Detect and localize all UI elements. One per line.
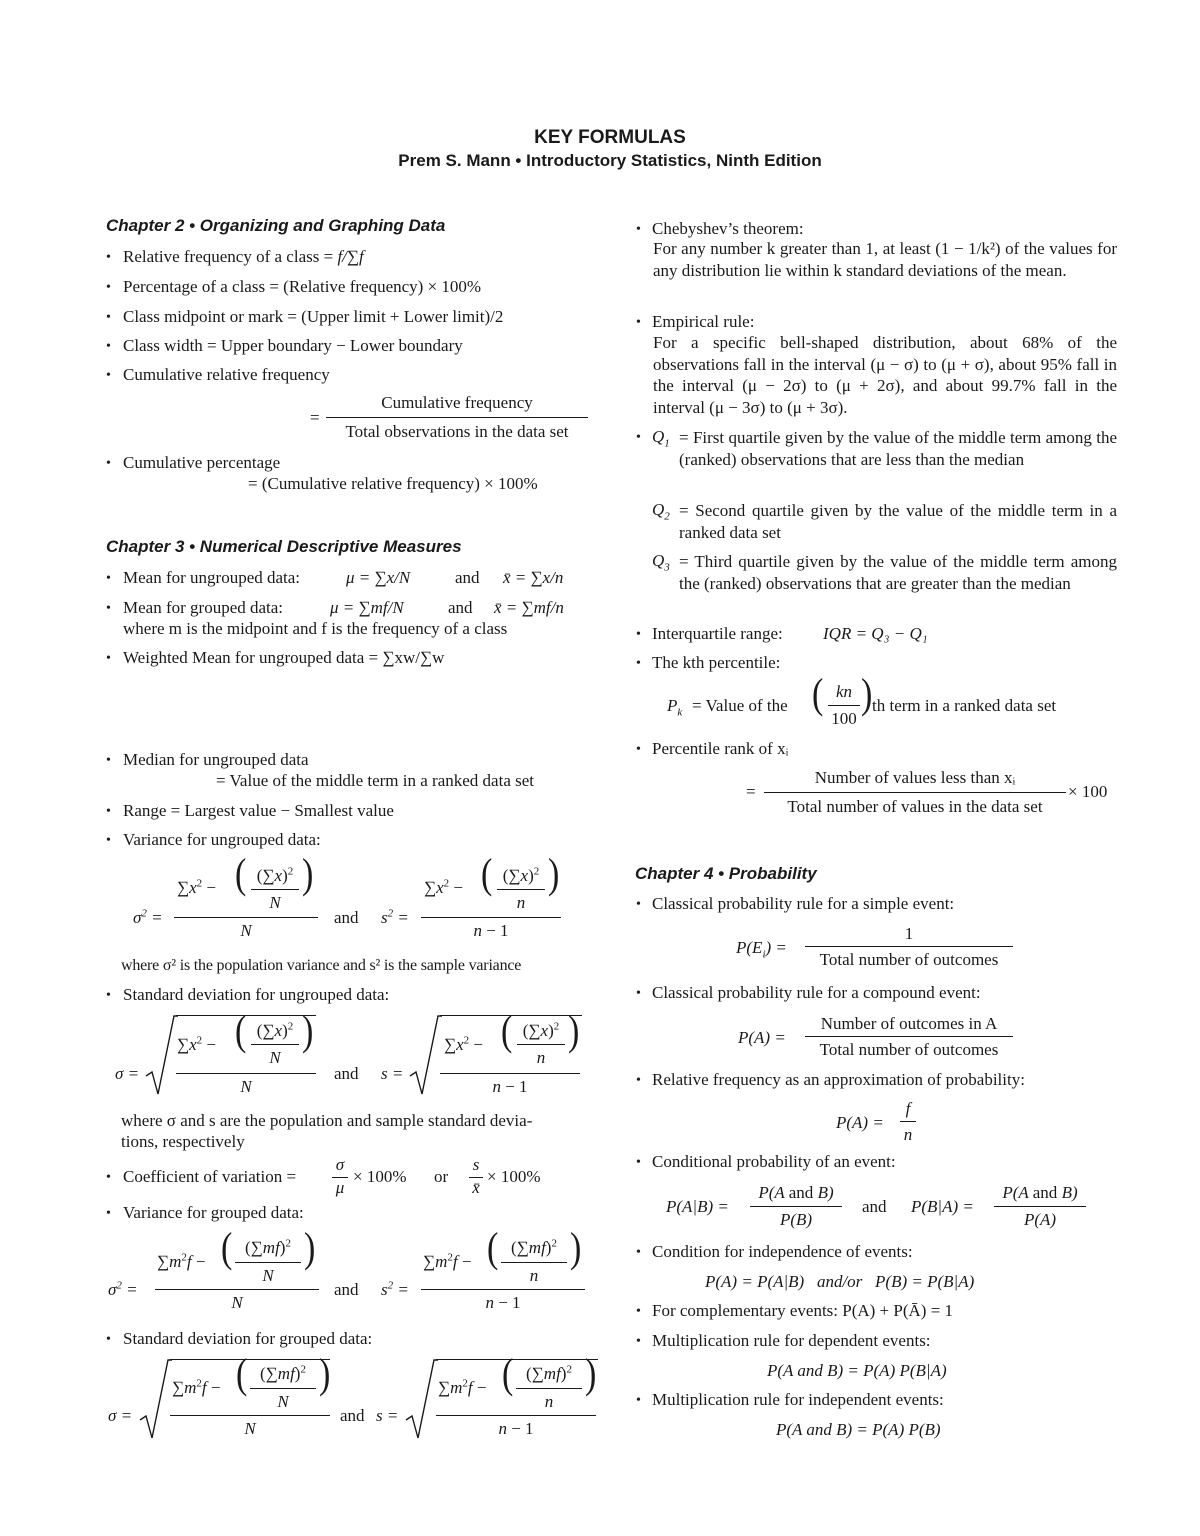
bullet: •: [106, 833, 111, 848]
total-outcomes-denominator: Total number of outcomes: [819, 950, 999, 969]
class-width-formula: Class width = Upper boundary − Lower boundary: [123, 336, 463, 355]
right-paren: ): [304, 1225, 316, 1272]
bullet: •: [636, 1393, 641, 1408]
and-text: and: [448, 598, 473, 617]
q2-definition: = Second quartile given by the value of the middle term in a ranked data set: [679, 501, 1117, 542]
bullet: •: [636, 742, 641, 757]
percentage-class-formula: Percentage of a class = (Relative frequency) × 100%: [123, 277, 482, 296]
fraction-bar: [497, 889, 545, 890]
sum-m-squared-f: $\sum m^2f$ −: [172, 1377, 221, 1397]
class-midpoint-formula: Class midpoint or mark = (Upper limit + Lower limit)/2: [123, 307, 504, 326]
one-numerator: 1: [904, 924, 914, 943]
fraction-bar: [174, 917, 318, 918]
s-squared-symbol: $s^2$ =: [381, 907, 409, 927]
sum-m-squared-f: $\sum m^2f$ −: [157, 1251, 206, 1271]
bullet: •: [106, 250, 111, 265]
equals-sign: =: [746, 782, 756, 801]
square-root-icon: [144, 1014, 178, 1096]
fraction-bar: [170, 1415, 330, 1416]
median-label: Median for ungrouped data: [123, 750, 309, 769]
sample-mean-formula: x̄ = ∑x/n: [503, 568, 564, 587]
sum-x-squared: $\sum x^2$ −: [177, 877, 217, 897]
pk-symbol: $P_k$: [667, 696, 683, 719]
cumulative-percentage-formula: = (Cumulative relative frequency) × 100%: [248, 474, 538, 493]
population-mean-formula: μ = ∑x/N: [346, 568, 411, 587]
right-paren: ): [568, 1008, 580, 1055]
fraction-bar: [994, 1206, 1086, 1207]
sum-m-squared-f: $\sum m^2f$ −: [423, 1251, 472, 1271]
cv-mu: μ: [335, 1178, 345, 1197]
weighted-mean-formula: Weighted Mean for ungrouped data = ∑xw/∑w: [123, 648, 445, 667]
independence-label: Condition for independence of events:: [652, 1242, 913, 1261]
bullet: •: [636, 1245, 641, 1260]
median-formula: = Value of the middle term in a ranked data set: [216, 771, 535, 790]
bullet: •: [106, 310, 111, 325]
sum-x-squared: $\sum x^2$ −: [444, 1034, 484, 1054]
right-paren: ): [302, 1008, 314, 1055]
and-text: and: [862, 1197, 887, 1216]
n-denominator: n: [536, 1048, 546, 1067]
kth-percentile-label: The kth percentile:: [652, 653, 781, 672]
sd-note-line-1: where σ and s are the population and sample standard devia-: [121, 1111, 533, 1130]
q1-symbol: $Q_1$: [652, 427, 670, 450]
left-paren: (: [502, 1351, 514, 1398]
bullet: •: [106, 280, 111, 295]
left-paren: (: [481, 851, 493, 898]
range-formula: Range = Largest value − Smallest value: [123, 801, 394, 820]
bullet: •: [636, 1304, 641, 1319]
left-paren: (: [236, 1351, 248, 1398]
sum-x-squared-numerator: $(\sum x)^2$: [256, 1020, 294, 1040]
sigma-squared-symbol: $\sigma^2$ =: [133, 907, 163, 927]
n-denominator: N: [277, 1392, 289, 1411]
mean-grouped-label: Mean for grouped data:: [123, 598, 284, 617]
fraction-bar: [517, 1044, 565, 1045]
or-text: or: [434, 1167, 449, 1186]
bullet: •: [106, 1206, 111, 1221]
n-denominator: N: [269, 893, 281, 912]
fraction-bar: [440, 1073, 580, 1074]
chebyshev-label: Chebyshev’s theorem:: [652, 219, 804, 238]
radical-bar: [170, 1359, 330, 1360]
bullet: •: [106, 988, 111, 1003]
mean-ungrouped-label: Mean for ungrouped data:: [123, 568, 301, 587]
and-text: and: [455, 568, 480, 587]
n-denominator: N: [262, 1266, 274, 1285]
fraction-bar: [764, 792, 1066, 793]
sample-grouped-mean-formula: x̄ = ∑mf/n: [494, 598, 564, 617]
variance-ungrouped-label: Variance for ungrouped data:: [123, 830, 321, 849]
fraction-bar: [501, 1262, 567, 1263]
independence-formula: P(A) = P(A|B) and/or P(B) = P(B|A): [705, 1272, 975, 1291]
sum-mf-squared: $(\sum mf)^2$: [511, 1237, 557, 1257]
page-title: KEY FORMULAS: [534, 127, 686, 148]
s-squared-symbol: $s^2$ =: [381, 1279, 409, 1299]
p-a-symbol: P(A) =: [738, 1028, 786, 1047]
pk-value-of: = Value of the: [692, 696, 788, 715]
bullet: •: [636, 315, 641, 330]
square-root-icon: [138, 1358, 172, 1440]
sigma-squared-symbol: $\sigma^2$ =: [108, 1279, 138, 1299]
fraction-bar: [250, 1388, 316, 1389]
variance-note: where σ² is the population variance and s² is the sample variance: [121, 957, 522, 974]
f-numerator: f: [905, 1099, 911, 1118]
equals-sign: =: [310, 408, 320, 427]
q1-definition: = First quartile given by the value of the middle term among the (ranked) observations that are less than the median: [679, 428, 1117, 469]
left-paren: (: [235, 1008, 247, 1055]
fraction-bar: [805, 1036, 1013, 1037]
p-a-given-b-symbol: P(A|B) =: [666, 1197, 729, 1216]
fraction-bar: [805, 946, 1013, 947]
sum-x-squared-numerator: $(\sum x)^2$: [502, 865, 540, 885]
cv-xbar: x̄: [472, 1178, 480, 1197]
sum-m-squared-f: $\sum m^2f$ −: [438, 1377, 487, 1397]
bullet: •: [636, 627, 641, 642]
cv-s: s: [472, 1155, 480, 1174]
n-denominator: N: [244, 1419, 256, 1438]
n-denominator: n: [529, 1266, 539, 1285]
iqr-label: Interquartile range:: [652, 624, 783, 643]
left-paren: (: [487, 1225, 499, 1272]
n-denominator: n: [544, 1392, 554, 1411]
s-symbol: s =: [376, 1406, 399, 1425]
fraction-bar: [516, 1388, 582, 1389]
p-a-and-b-numerator: P(A and B): [758, 1183, 834, 1202]
sigma-symbol: σ =: [108, 1406, 133, 1425]
q3-symbol: $Q_3$: [652, 551, 670, 574]
sum-mf-squared: $(\sum mf)^2$: [260, 1363, 306, 1383]
fraction-bar: [421, 917, 561, 918]
right-paren: ): [861, 671, 873, 718]
times-hundred: × 100: [1068, 782, 1108, 801]
left-paren: (: [812, 671, 824, 718]
and-text: and: [334, 1280, 359, 1299]
outcomes-in-a-numerator: Number of outcomes in A: [820, 1014, 998, 1033]
sum-x-squared-numerator: $(\sum x)^2$: [256, 865, 294, 885]
fraction-bar: [828, 705, 860, 706]
conditional-probability-label: Conditional probability of an event:: [652, 1152, 896, 1171]
n-denominator: N: [269, 1048, 281, 1067]
mean-grouped-note: where m is the midpoint and f is the frequency of a class: [123, 619, 508, 638]
bullet: •: [636, 986, 641, 1001]
fraction-bar: [436, 1415, 596, 1416]
fraction-bar: [326, 417, 588, 418]
radical-bar: [436, 1359, 598, 1360]
chapter-4-heading: Chapter 4 • Probability: [635, 864, 817, 883]
sd-grouped-label: Standard deviation for grouped data:: [123, 1329, 373, 1348]
chapter-2-heading: Chapter 2 • Organizing and Graphing Data: [106, 216, 446, 235]
and-text: and: [334, 1064, 359, 1083]
left-paren: (: [221, 1225, 233, 1272]
cumulative-relative-frequency-label: Cumulative relative frequency: [123, 365, 330, 384]
iqr-formula: IQR = Q₃ − Q₁: [823, 624, 928, 643]
population-grouped-mean-formula: μ = ∑mf/N: [330, 598, 404, 617]
fraction-denominator: Total observations in the data set: [345, 422, 569, 441]
relative-frequency-probability-label: Relative frequency as an approximation of probability:: [652, 1070, 1025, 1089]
multiplication-independent-formula: P(A and B) = P(A) P(B): [776, 1420, 941, 1439]
percentile-rank-label: Percentile rank of xᵢ: [652, 739, 789, 758]
cv-label: Coefficient of variation =: [123, 1167, 297, 1186]
cv-percent: × 100%: [353, 1167, 407, 1186]
hundred-denominator: 100: [831, 709, 857, 728]
fraction-numerator: Cumulative frequency: [381, 393, 533, 412]
right-paren: ): [319, 1351, 331, 1398]
multiplication-independent-label: Multiplication rule for independent events:: [652, 1390, 944, 1409]
q3-definition: = Third quartile given by the value of the middle term among the (ranked) observations that are greater than the median: [679, 552, 1117, 593]
bullet: •: [106, 1332, 111, 1347]
bullet: •: [636, 656, 641, 671]
bullet: •: [106, 456, 111, 471]
bullet: •: [636, 1334, 641, 1349]
sum-x-squared: $\sum x^2$ −: [177, 1034, 217, 1054]
bullet: •: [106, 1170, 111, 1185]
right-paren: ): [570, 1225, 582, 1272]
sd-ungrouped-label: Standard deviation for ungrouped data:: [123, 985, 390, 1004]
bullet: •: [636, 222, 641, 237]
fraction-bar: [176, 1073, 316, 1074]
sum-x-squared: $\sum x^2$ −: [424, 877, 464, 897]
fraction-bar: [155, 1289, 319, 1290]
sum-x-squared-numerator: $(\sum x)^2$: [522, 1020, 560, 1040]
bullet: •: [636, 430, 641, 445]
fraction-bar: [750, 1206, 842, 1207]
sum-mf-squared: $(\sum mf)^2$: [526, 1363, 572, 1383]
left-paren: (: [235, 851, 247, 898]
bullet: •: [106, 601, 111, 616]
fraction-bar: [900, 1121, 916, 1122]
cv-percent: × 100%: [487, 1167, 541, 1186]
n-minus-1-denominator: n − 1: [485, 1293, 521, 1312]
p-a-denominator: P(A): [1023, 1210, 1057, 1229]
sigma-symbol: σ =: [115, 1064, 140, 1083]
p-ei-symbol: $P(E_i)$ =: [736, 938, 787, 961]
percentile-rank-denominator: Total number of values in the data set: [787, 797, 1043, 816]
page-subtitle: Prem S. Mann • Introductory Statistics, Ninth Edition: [398, 151, 822, 170]
pk-tail: th term in a ranked data set: [872, 696, 1057, 715]
multiplication-dependent-formula: P(A and B) = P(A) P(B|A): [767, 1361, 947, 1380]
bullet: •: [636, 1155, 641, 1170]
n-denominator: N: [240, 921, 252, 940]
n-denominator: N: [240, 1077, 252, 1096]
bullet: •: [106, 571, 111, 586]
n-denominator: n: [516, 893, 526, 912]
p-b-given-a-symbol: P(B|A) =: [911, 1197, 974, 1216]
percentile-rank-numerator: Number of values less than xᵢ: [814, 768, 1016, 787]
n-minus-1-denominator: n − 1: [492, 1077, 528, 1096]
s-symbol: s =: [381, 1064, 404, 1083]
right-paren: ): [302, 851, 314, 898]
total-outcomes-denominator: Total number of outcomes: [819, 1040, 999, 1059]
cumulative-percentage-label: Cumulative percentage: [123, 453, 281, 472]
kn-numerator: kn: [835, 682, 853, 701]
empirical-rule-text: For a specific bell-shaped distribution, about 68% of the observations fall in the interval (μ − σ) to (μ + σ), about 95% fall in the interval (μ − 2σ) to (μ + 2σ), and about 99.7% fall in the interval (μ − 3σ) to (μ + 3σ).: [653, 333, 1117, 417]
p-a-symbol: P(A) =: [836, 1113, 884, 1132]
n-denominator: n: [903, 1125, 913, 1144]
p-a-and-b-numerator: P(A and B): [1002, 1183, 1078, 1202]
multiplication-dependent-label: Multiplication rule for dependent events:: [652, 1331, 931, 1350]
and-text: and: [334, 908, 359, 927]
n-denominator: N: [231, 1293, 243, 1312]
complementary-events-formula: For complementary events: P(A) + P(Ā) = 1: [652, 1301, 954, 1320]
bullet: •: [106, 753, 111, 768]
cv-sigma: σ: [335, 1155, 345, 1174]
bullet: •: [636, 1073, 641, 1088]
q2-symbol: $Q_2$: [652, 500, 670, 523]
bullet: •: [106, 339, 111, 354]
p-b-denominator: P(B): [779, 1210, 813, 1229]
bullet: •: [106, 368, 111, 383]
bullet: •: [636, 897, 641, 912]
right-paren: ): [548, 851, 560, 898]
sum-mf-squared: $(\sum mf)^2$: [245, 1237, 291, 1257]
sd-note-line-2: tions, respectively: [121, 1132, 245, 1151]
classical-compound-label: Classical probability rule for a compound event:: [652, 983, 981, 1002]
square-root-icon: [404, 1358, 438, 1440]
bullet: •: [106, 651, 111, 666]
variance-grouped-label: Variance for grouped data:: [123, 1203, 304, 1222]
bullet: •: [106, 804, 111, 819]
empirical-rule-label: Empirical rule:: [652, 312, 755, 331]
n-minus-1-denominator: n − 1: [473, 921, 509, 940]
fraction-bar: [251, 1044, 299, 1045]
fraction-bar: [235, 1262, 301, 1263]
relative-frequency-formula: Relative frequency of a class = f/∑f: [123, 247, 364, 266]
square-root-icon: [408, 1014, 442, 1096]
left-paren: (: [501, 1008, 513, 1055]
fraction-bar: [251, 889, 299, 890]
chebyshev-text: For any number k greater than 1, at least (1 − 1/k²) of the values for any distribution lie within k standard deviations of the mean.: [653, 239, 1117, 280]
right-paren: ): [585, 1351, 597, 1398]
n-minus-1-denominator: n − 1: [498, 1419, 534, 1438]
and-text: and: [340, 1406, 365, 1425]
classical-simple-label: Classical probability rule for a simple event:: [652, 894, 955, 913]
fraction-bar: [421, 1289, 585, 1290]
chapter-3-heading: Chapter 3 • Numerical Descriptive Measures: [106, 537, 462, 556]
